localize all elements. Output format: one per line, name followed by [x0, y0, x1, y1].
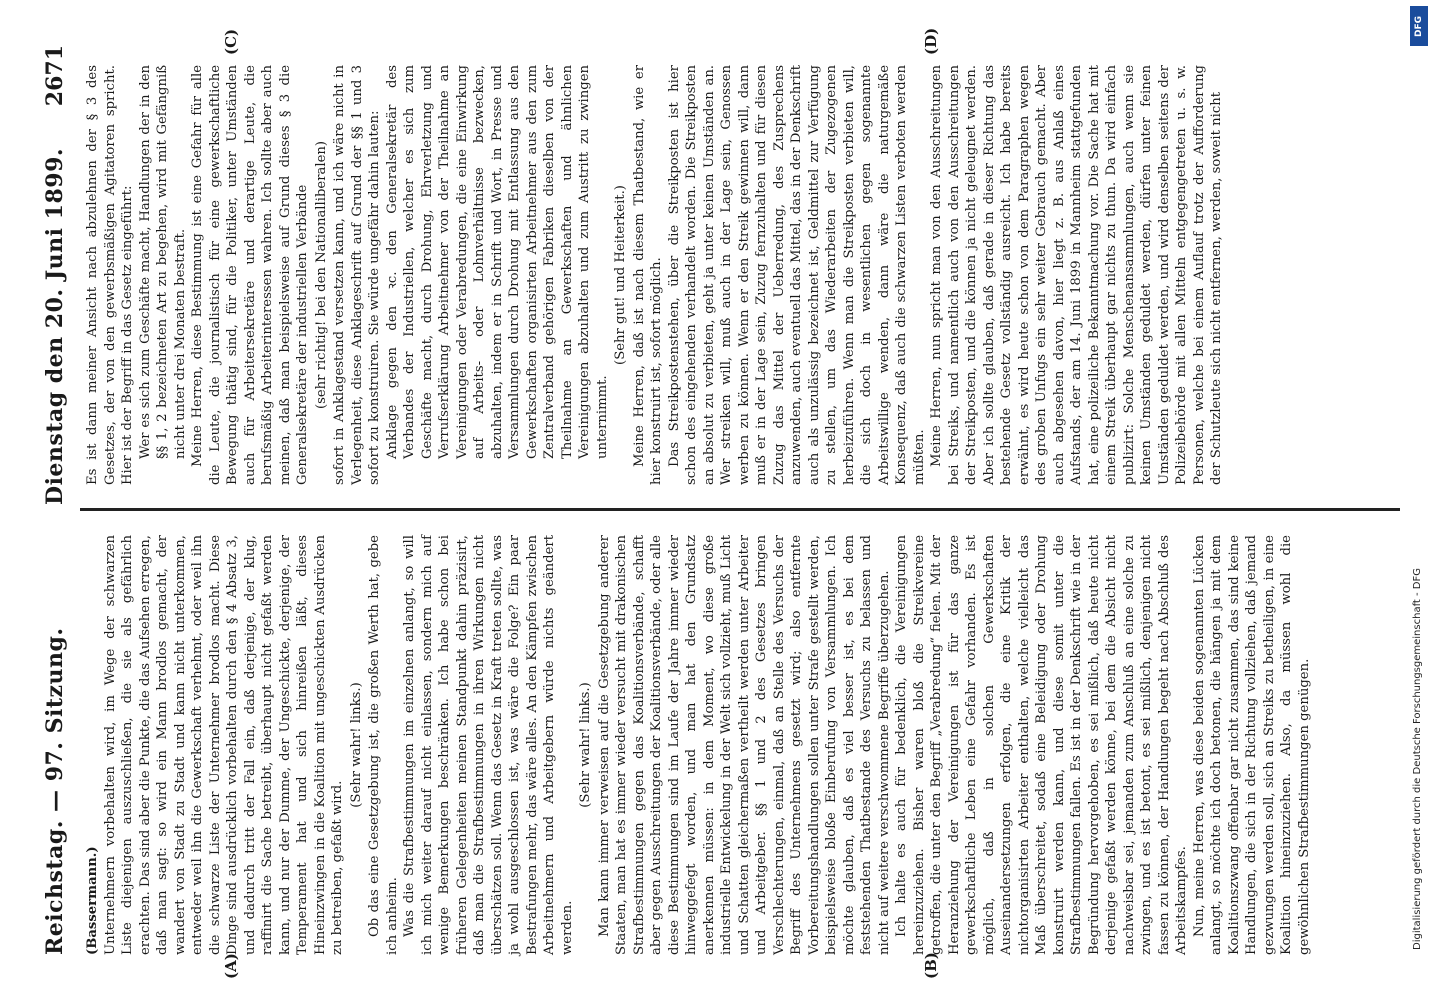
margin-marker-c: (C): [222, 28, 240, 55]
left-column: [84, 535, 1313, 955]
paragraph: Unternehmern vorbehalten wird, im Wege der schwarzen Liste diejenigen auszuschließen, die sie als gefährlich erachten. Das sind aber die Punkte, die das Aufsehen erregen, daß man sagt: so wird ein Mann brodlos gemacht, der wandert von Stadt zu Stadt und kann nicht unterkommen, entweder weil ihn die Gewerkschaft verhehmt, oder weil ihn die schwarze Liste der Unternehmer brodlos macht. Diese Dinge sind ausdrücklich vorbehalten durch den § 4 Absatz 3, und dadurch tritt der Fall ein, daß derjenige, der klug, raffinirt die Sache betreibt, überhaupt nicht gefaßt werden kann, und nur der Dumme, der Ungeschickte, derjenige, der Temperament hat und sich hinreißen läßt, dieses Hineinzwingen in die Koalition mit ungeschickten Ausdrücken zu betreiben, gefaßt wird.: [102, 535, 345, 955]
header-date: Dienstag den 20. Juni 1899.: [42, 147, 68, 505]
quoted-indictment: Anklage gegen den ꝛc. den Generalsekretär des Verbandes der Industriellen, welcher es sich zum Geschäfte macht, durch Drohung, Ehrverletzung und Verrufserklärung Arbeitnehmer von der Theilnahme an Vereinigungen oder Verabredungen, die eine Einwirkung auf Arbeits- oder Lohnverhältnisse bezwecken, abzuhalten, indem er in Schrift und Wort, in Presse und Versammlungen durch Drohung mit Entlassung aus den Gewerkschaften organisirten Arbeitnehmer aus den zum Zentralverband gehörigen Fabriken dieselben von der Theilnahme an Gewerkschaften und ähnlichen Vereinigungen abzuhalten und zum Austritt zu zwingen unternimmt.: [384, 65, 610, 459]
paragraph: Meine Herren, daß ist nach diesem Thatbestand, wie er hier konstruirt ist, sofort möglich.: [631, 65, 664, 485]
column-divider: [80, 508, 1400, 511]
header-session: Reichstag. — 97. Sitzung.: [42, 627, 68, 955]
reaction: (sehr richtig! bei den Nationalliberalen): [313, 140, 329, 410]
margin-marker-d: (D): [922, 27, 940, 55]
reaction: (Sehr wahr! links.): [348, 682, 364, 808]
paragraph: Meine Herren, nun spricht man von den Ausschreitungen bei Streiks, und namentlich auch von den Ausschreitungen der Streikposten, und die können ja nicht geleugnet werden. Aber ich sollte glauben, daß gerade in dieser Richtung das bestehende Gesetz vollständig ausreicht. Ich habe bereits erwähnt, es wird heute schon von dem Paragraphen wegen des groben Unfugs ein sehr weiter Gebrauch gemacht. Aber auch abgesehen davon, hier liegt z. B. aus Anlaß eines Aufstands, der am 14. Juni 1899 in Mannheim stattgefunden hat, eine polizeiliche Bekanntmachung vor. Die Sache hat mit einem Streik überhaupt gar nichts zu thun. Da wird einfach publizirt: Solche Menschenansammlungen, auch wenn sie keinen Umständen geduldet werden, dürfen unter feinen Umständen geduldet werden, und wird denselben seitens der Polizeibehörde mit allen Mitteln entgegengetreten u. s. w. Personen, welche bei einem Auflauf trotz der Aufforderung der Schutzleute sich nicht entfernen, werden, soweit nicht: [929, 65, 1224, 485]
page-number: 2671: [42, 45, 68, 107]
quoted-law: Wer es sich zum Geschäfte macht, Handlungen der in den §§ 1, 2 bezeichneten Art zu begehen, wird mit Gefängniß nicht unter drei Monaten bestraft.: [137, 65, 188, 459]
paragraph: Das Streikpostenstehen, über die Streikposten ist hier schon des eingehenden verhandelt worden. Die Streikposten an absolut zu verbieten, geht ja unter keinen Umständen an. Wer streiken will, muß auch in der Lage sein, Genossen werben zu können. Wenn er den Streik gewinnen will, dann muß er in der Lage sein, Zuzug fernzuhalten und für diesen Zuzug das Mittel der Ueberredung, des Zusprechens anzuwenden, auch eventuell das Mittel, das in der Denkschrift auch als unzulässig bezeichnet ist, Geldmittel zur Verfügung zu stellen, um das Wiederarbeiten der Zugezogenen herbeizuführen. Wenn man die Streikposten verbieten will, die sich doch in wesentlichen gegen sogenannte Arbeitswillige wenden, dann wäre die naturgemäße Konsequenz, daß auch die schwarzen Listen verboten werden müßten.: [666, 65, 927, 485]
paragraph: Ob das eine Gesetzgebung ist, die großen Werth hat, gebe ich anheim.: [367, 535, 400, 955]
dfg-logo: DFG: [1410, 6, 1428, 46]
paragraph: Es ist dann meiner Ansicht nach abzulehnen der § 3 des Gesetzes, der von den gewerbsmäßigen Agitatoren spricht. Hier ist der Begriff in das Gesetz eingeführt:: [85, 65, 135, 485]
margin-marker-a: (A): [222, 953, 240, 979]
paragraph: Meine Herren, diese Bestimmung ist eine Gefahr für alle die Leute, die journalistisch für eine gewerkschaftliche Bewegung thätig sind, für die Politiker, unter Umständen auch für Arbeitersekretäre und derartige Leute, die berufsmäßig Arbeiterinteressen wahren. Ich sollte aber auch meinen, daß man beispielsweise auf Grund dieses § 3 die Generalsekretäre der industriellen Verbände: [190, 65, 310, 485]
right-column: [84, 65, 1226, 485]
reaction: (Sehr gut! und Heiterkeit.): [613, 185, 628, 365]
digitization-sidebar: [1404, 0, 1434, 1000]
digitization-credit: Digitalisierung gefördert durch die Deutsche Forschungsgemeinschaft - DFG: [1412, 567, 1423, 950]
paragraph: Was die Strafbestimmungen im einzelnen anlangt, so will ich mich weiter darauf nicht einlassen, sondern mich auf wenige Bemerkungen beschränken. Ich habe schon bei früheren Gelegenheiten meinen Standpunkt dahin präzisirt, daß man die Strafbestimmungen in ihren Wirkungen nicht überschätzen soll. Wenn das Gesetz in Kraft treten sollte, was ja wohl ausgeschlossen ist, was wäre die Folge? Ein paar Bestrafungen mehr, das wäre alles. An den Kämpfen zwischen Arbeitnehmern und Arbeitgebern würde nichts geändert werden.: [402, 535, 575, 955]
paragraph: sofort in Anklagestand versetzen kann, und ich wäre nicht in Verlegenheit, diese Anklageschrift auf Grund der §§ 1 und 3 sofort zu konstruiren. Sie würde ungefähr dahin lauten:: [332, 65, 382, 485]
speaker-name: (Bassermann.): [85, 846, 100, 955]
paragraph: Man kann immer verweisen auf die Gesetzgebung anderer Staaten, man hat es immer wieder versucht mit drakonischen Strafbestimmungen gegen das Koalitionsverbände, schafft aber gegen Ausschreitungen der Koalitionsverbände, oder alle diese Bestimmungen sind im Laufe der Jahre immer wieder hinweggefegt worden, und man hat den Grundsatz anerkennen müssen: in dem Moment, wo diese große industrielle Entwickelung in der Welt sich vollzieht, muß Licht und Schatten gleichermaßen vertheilt werden unter Arbeiter und Arbeitgeber. §§ 1 und 2 des Gesetzes bringen Verschlechterungen, einmal, daß an Stelle des Versuchs der Begriff des Unternehmens gesetzt wird; also entfernte Vorbereitungshandlungen sollen unter Strafe gestellt werden, beispielsweise bloße Einberufung von Versammlungen. Ich möchte glauben, daß es viel besser ist, es bei dem feststehenden Thatbestande des Versuchs zu belassen und nicht auf weitere verschwommene Begriffe überzugehen.: [596, 535, 892, 955]
reaction: (Sehr wahr! links.): [578, 682, 593, 808]
paragraph: Nun, meine Herren, was diese beiden sogenannten Lücken anlangt, so möchte ich doch betonen, die hängen ja mit dem Koalitionszwang offenbar gar nicht zusammen, das sind keine Handlungen, die sich in der Richtung vollziehen, daß jemand gezwungen werden soll, sich an Streiks zu betheiligen, in eine Koalition hineinzuziehen. Also, da müssen wohl die gewöhnlichen Strafbestimmungen genügen.: [1191, 535, 1312, 955]
margin-marker-b: (B): [922, 952, 940, 979]
scanned-page: [32, 25, 1417, 985]
paragraph: Ich halte es auch für bedenklich, die Vereinigungen hereinzuziehen. Bisher waren bloß die Streikvereine getroffen, die unter den Begriff „Verabredung“ fielen. Mit der Heranziehung der Vereinigungen ist für das ganze gewerkschaftliche Leben eine Gefahr vorhanden. Es ist möglich, daß in solchen Gewerkschaften Auseinandersetzungen erfolgen, die eine Kritik der nichtorganisirten Arbeiter enthalten, welche vielleicht das Maß überschreitet, sodaß eine Beleidigung oder Drohung konstruirt werden kann, und diese somit unter die Strafbestimmungen fallen. Es ist in der Denkschrift wie in der Begründung hervorgehoben, es sei mißlich, daß heute nicht derjenige gefaßt werden könne, bei dem die Absicht nicht nachweisbar sei, jemanden zum Anschluß an eine solche zu zwingen, und es ist betont, es sei mißlich, denjenigen nicht fassen zu können, der Handlungen begeht nach Abschluß des Arbeitskampfes.: [894, 535, 1189, 955]
